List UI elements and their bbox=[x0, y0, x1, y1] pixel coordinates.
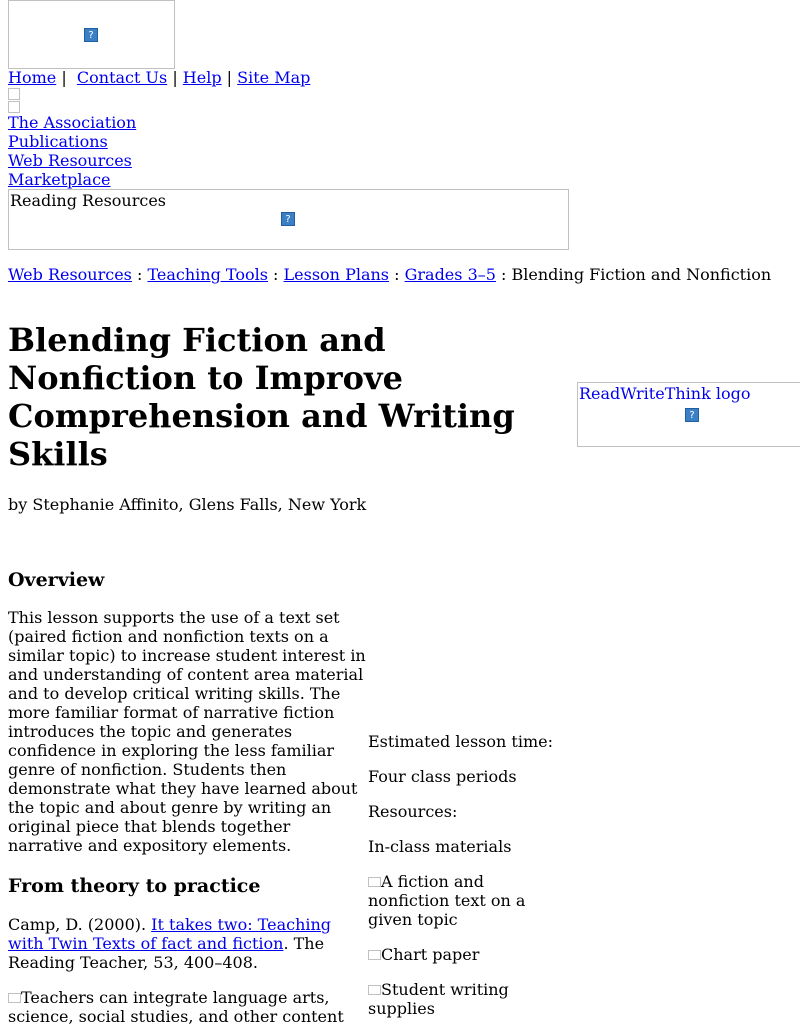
nav-separator: | bbox=[172, 68, 178, 87]
site-logo[interactable] bbox=[8, 0, 175, 69]
main-nav-web-resources[interactable]: Web Resources bbox=[8, 151, 132, 170]
citation-suffix: . The Reading Teacher, 53, 400–408. bbox=[8, 934, 325, 972]
broken-image-icon: ? bbox=[84, 28, 98, 42]
material-item-text: Student writing supplies bbox=[368, 980, 509, 1018]
theory-heading: From theory to practice bbox=[8, 875, 261, 897]
overview-heading: Overview bbox=[8, 569, 105, 591]
nav-link-help[interactable]: Help bbox=[182, 68, 222, 87]
breadcrumb-separator: : bbox=[394, 265, 400, 284]
breadcrumb-teaching-tools[interactable]: Teaching Tools bbox=[147, 265, 268, 284]
partner-logo-alt-text: ReadWriteThink logo bbox=[579, 384, 751, 403]
main-nav-publications[interactable]: Publications bbox=[8, 132, 108, 151]
material-item bbox=[368, 872, 543, 929]
broken-image-icon: ? bbox=[685, 408, 699, 422]
theory-bullet-text: Teachers can integrate language arts, science, social studies, and other content bbox=[8, 988, 344, 1026]
spacer-image bbox=[8, 88, 20, 100]
breadcrumb-separator: : bbox=[501, 265, 507, 284]
material-item-text: Chart paper bbox=[381, 945, 480, 964]
lesson-time-value: Four class periods bbox=[368, 767, 517, 786]
byline: by Stephanie Affinito, Glens Falls, New York bbox=[8, 495, 367, 514]
breadcrumb-web-resources[interactable]: Web Resources bbox=[8, 265, 132, 284]
nav-separator: | bbox=[61, 68, 67, 87]
readwritethink-logo[interactable] bbox=[577, 382, 800, 447]
material-item-text: A fiction and nonfiction text on a given topic bbox=[368, 872, 526, 929]
main-nav-marketplace[interactable]: Marketplace bbox=[8, 170, 111, 189]
citation-link[interactable]: It takes two: Teaching with Twin Texts of fact and fiction bbox=[8, 915, 332, 953]
theory-bullet bbox=[8, 988, 358, 1026]
citation bbox=[8, 915, 353, 972]
nav-separator: | bbox=[226, 68, 233, 87]
breadcrumb bbox=[8, 265, 771, 284]
bullet-image bbox=[368, 950, 381, 960]
nav-link-home[interactable]: Home bbox=[8, 68, 57, 87]
nav-link-site-map[interactable]: Site Map bbox=[237, 68, 311, 87]
reading-resources-banner bbox=[8, 189, 569, 250]
page-title: Blending Fiction and Nonfiction to Improve Comprehension and Writing Skills bbox=[8, 321, 515, 473]
breadcrumb-grades[interactable]: Grades 3–5 bbox=[404, 265, 496, 284]
breadcrumb-current: Blending Fiction and Nonfiction bbox=[511, 265, 772, 284]
resources-label: Resources: bbox=[368, 802, 458, 821]
utility-nav bbox=[8, 68, 310, 87]
material-item bbox=[368, 945, 543, 964]
main-nav bbox=[8, 113, 136, 189]
nav-link-contact-us[interactable]: Contact Us bbox=[76, 68, 168, 87]
overview-text: This lesson supports the use of a text set (paired fiction and nonfiction texts on a similar topic) to increase student interest in and understanding of content area material and to develop critical writing skills. The more familiar format of narrative fiction introduces the topic and generates confidence in exploring the less familiar genre of nonfiction. Students then demonstrate what they have learned about the topic and about genre by writing an original piece that blends together narrative and expository elements. bbox=[8, 608, 366, 855]
main-nav-association[interactable]: The Association bbox=[8, 113, 137, 132]
citation-prefix: Camp, D. (2000). bbox=[8, 915, 152, 934]
breadcrumb-lesson-plans[interactable]: Lesson Plans bbox=[283, 265, 390, 284]
spacer-image bbox=[8, 101, 20, 113]
bullet-image bbox=[368, 985, 381, 995]
breadcrumb-separator: : bbox=[273, 265, 279, 284]
lesson-time-label: Estimated lesson time: bbox=[368, 732, 553, 751]
bullet-image bbox=[8, 993, 21, 1003]
banner-alt-text: Reading Resources bbox=[10, 191, 166, 210]
breadcrumb-separator: : bbox=[136, 265, 143, 284]
material-item bbox=[368, 980, 543, 1018]
bullet-image bbox=[368, 877, 381, 887]
materials-label: In-class materials bbox=[368, 837, 512, 856]
broken-image-icon: ? bbox=[281, 212, 295, 226]
